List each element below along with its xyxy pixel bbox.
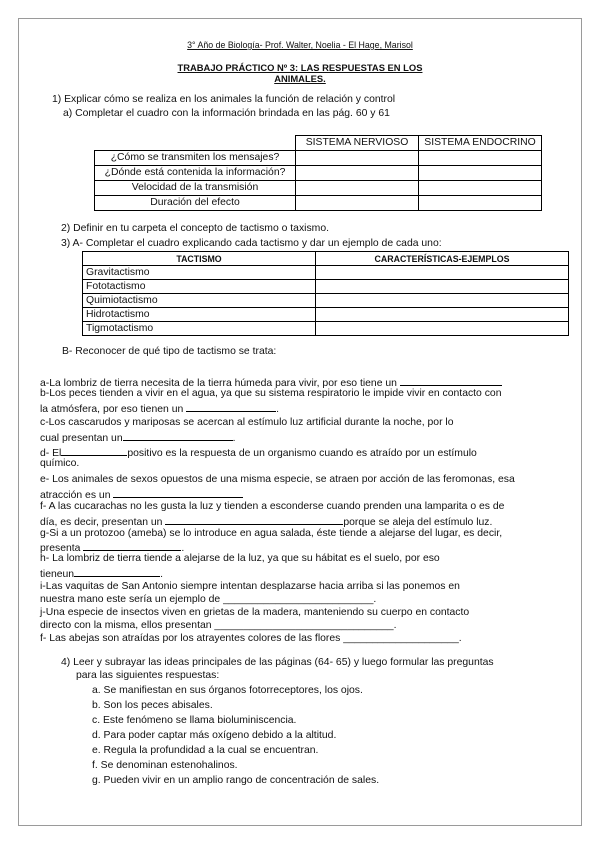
item-i-line2: nuestra mano este sería un ejemplo de __________________________. (40, 594, 377, 605)
table2-header-tactismo: TACTISMO (83, 252, 316, 266)
table1-cell[interactable] (419, 196, 542, 211)
table2-row-label: Quimiotactismo (83, 294, 316, 308)
item-j-line1: j-Una especie de insectos viven en grietas de la madera, manteniendo su cuerpo en contacto (40, 607, 470, 618)
answer-a: a. Se manifiestan en sus órganos fotorreceptores, los ojos. (92, 685, 363, 696)
answer-f: f. Se denominan estenohalinos. (92, 760, 238, 771)
table2-cell[interactable] (316, 280, 569, 294)
item-c-line2: cual presentan un . (40, 430, 236, 445)
table2-cell[interactable] (316, 294, 569, 308)
table1-row-label: Duración del efecto (95, 196, 296, 211)
blank-g[interactable] (83, 540, 181, 551)
table2-row-label: Gravitactismo (83, 266, 316, 280)
question-1: 1) Explicar cómo se realiza en los animales la función de relación y control (52, 94, 396, 105)
blank-i[interactable]: __________________________. (223, 594, 377, 605)
table1-header-endocrino: SISTEMA ENDOCRINO (419, 136, 542, 151)
worksheet-title-line1: TRABAJO PRÁCTICO Nº 3: LAS RESPUESTAS EN LOS (177, 62, 423, 73)
nervous-endocrine-table (94, 135, 542, 211)
blank-h[interactable] (74, 566, 160, 577)
table1-cell[interactable] (296, 181, 419, 196)
item-b-line1: b-Los peces tienden a vivir en el agua, ya que su sistema respiratorio le impide vivir en contacto con (40, 388, 502, 399)
table2-cell[interactable] (316, 322, 569, 336)
table1-cell[interactable] (296, 196, 419, 211)
item-c-line1: c-Los cascarudos y mariposas se acercan al estímulo luz artificial durante la noche, por lo (40, 417, 454, 428)
table1-row-label: ¿Cómo se transmiten los mensajes? (95, 151, 296, 166)
table1-header-nervioso: SISTEMA NERVIOSO (296, 136, 419, 151)
table1-cell[interactable] (296, 151, 419, 166)
item-a: a-La lombriz de tierra necesita de la tierra húmeda para vivir, por eso tiene un (40, 375, 502, 390)
item-d-line2: químico. (40, 458, 80, 469)
item-f-line1: f- A las cucarachas no les gusta la luz y tienden a esconderse cuando prenden una lamparita o es de (40, 501, 505, 512)
answer-g: g. Pueden vivir en un amplio rango de concentración de sales. (92, 775, 380, 786)
table2-cell[interactable] (316, 266, 569, 280)
table1-cell[interactable] (419, 151, 542, 166)
table2-header-caracteristicas: CARACTERÍSTICAS-EJEMPLOS (316, 252, 569, 266)
table1-row-label: Velocidad de la transmisión (95, 181, 296, 196)
item-g-line2: presenta . (40, 540, 184, 555)
answer-e: e. Regula la profundidad a la cual se encuentran. (92, 745, 319, 756)
item-f-line2: día, es decir, presentan un porque se aleja del estímulo luz. (40, 514, 492, 529)
blank-b[interactable] (186, 401, 276, 412)
table1-cell[interactable] (296, 166, 419, 181)
question-4-line1: 4) Leer y subrayar las ideas principales de las páginas (64- 65) y luego formular las preguntas (61, 657, 494, 668)
answer-d: d. Para poder captar más oxígeno debido a la altitud. (92, 730, 337, 741)
course-header: 3° Año de Biología- Prof. Walter, Noelia - El Hage, Marisol (187, 40, 413, 50)
part-b-heading: B- Reconocer de qué tipo de tactismo se trata: (62, 346, 277, 357)
blank-f[interactable] (165, 514, 343, 525)
blank-c[interactable] (123, 430, 233, 441)
item-h-line2: tieneun . (40, 566, 163, 581)
blank-a[interactable] (400, 375, 502, 386)
table1-cell[interactable] (419, 181, 542, 196)
item-k: f- Las abejas son atraídas por los atrayentes colores de las flores ____________________. (40, 633, 462, 644)
table2-row-label: Tigmotactismo (83, 322, 316, 336)
table2-row-label: Hidrotactismo (83, 308, 316, 322)
answer-c: c. Este fenómeno se llama bioluminiscencia. (92, 715, 297, 726)
answer-b: b. Son los peces abisales. (92, 700, 213, 711)
item-g-line1: g-Si a un protozoo (ameba) se lo introduce en agua salada, éste tiende a alejarse del lugar, es decir, (40, 528, 503, 539)
item-d-line1: d- El positivo es la respuesta de un organismo cuando es atraído por un estímulo (40, 445, 477, 460)
question-4-line2: para las siguientes respuestas: (76, 670, 220, 681)
table1-cell[interactable] (419, 166, 542, 181)
item-e-line1: e- Los animales de sexos opuestos de una misma especie, se atraen por acción de las feromonas, esa (40, 474, 515, 485)
table1-row-label: ¿Dónde está contenida la información? (95, 166, 296, 181)
table2-row-label: Fototactismo (83, 280, 316, 294)
item-i-line1: i-Las vaquitas de San Antonio siempre intentan desplazarse hacia arriba si las ponemos en (40, 581, 460, 592)
question-3: 3) A- Completar el cuadro explicando cada tactismo y dar un ejemplo de cada uno: (61, 238, 442, 249)
tactismo-table (82, 251, 569, 336)
blank-j[interactable]: _______________________________. (214, 620, 397, 631)
blank-d[interactable] (61, 445, 127, 456)
worksheet-title-line2: ANIMALES. (274, 73, 326, 84)
question-1a: a) Completar el cuadro con la información brindada en las pág. 60 y 61 (63, 108, 390, 119)
blank-e[interactable] (113, 487, 243, 498)
blank-k[interactable]: ____________________. (343, 633, 462, 644)
table1-corner (95, 136, 296, 151)
item-b-line2: la atmósfera, por eso tienen un . (40, 401, 279, 416)
question-2: 2) Definir en tu carpeta el concepto de tactismo o taxismo. (61, 223, 329, 234)
item-h-line1: h- La lombriz de tierra tiende a alejarse de la luz, ya que su hábitat es el suelo, por eso (40, 553, 440, 564)
table2-cell[interactable] (316, 308, 569, 322)
item-j-line2: directo con la misma, ellos presentan _______________________________. (40, 620, 397, 631)
item-e-line2: atracción es un (40, 487, 243, 502)
